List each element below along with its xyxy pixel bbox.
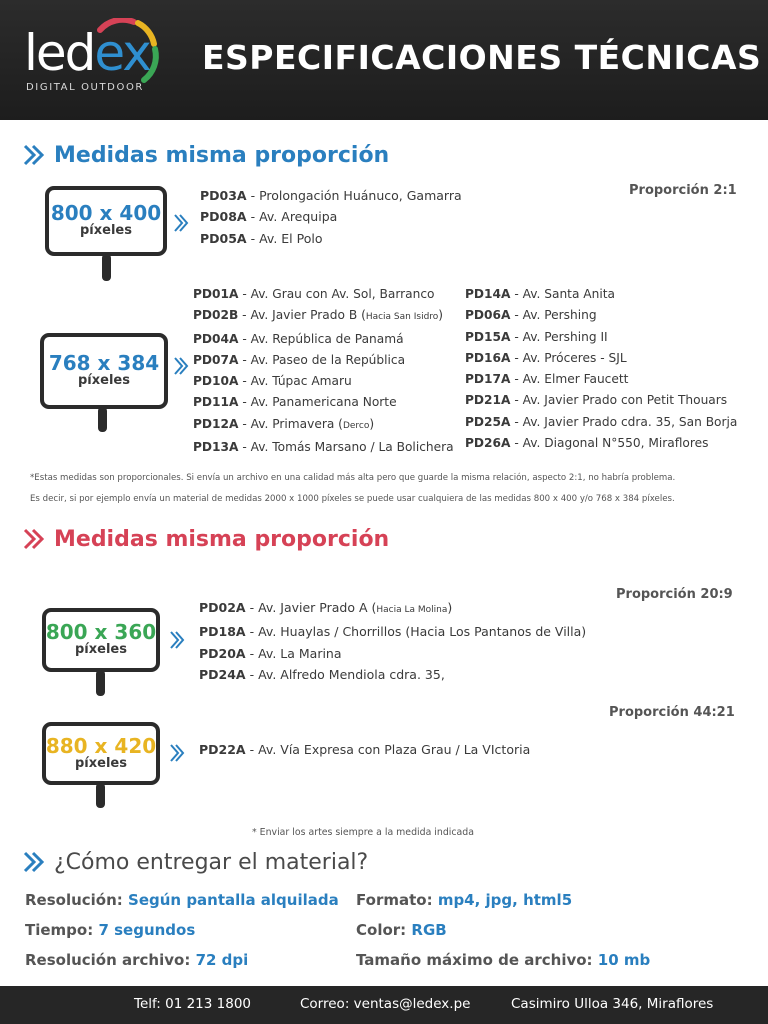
list-item: PD15A - Av. Pershing II bbox=[465, 329, 608, 344]
logo-text-led: led bbox=[24, 24, 95, 82]
screen-stand bbox=[102, 254, 111, 281]
list-item: PD08A - Av. Arequipa bbox=[200, 209, 338, 225]
screen-stand bbox=[96, 670, 105, 696]
list-item: PD01A - Av. Grau con Av. Sol, Barranco bbox=[193, 287, 435, 301]
double-chevron-icon bbox=[22, 526, 48, 552]
unit-label: píxeles bbox=[75, 642, 127, 658]
location-list-800x400 bbox=[200, 185, 462, 249]
list-item: PD26A - Av. Diagonal N°550, Miraflores bbox=[465, 436, 709, 451]
spec-file-resolution: Resolución archivo: 72 dpi bbox=[25, 951, 249, 969]
location-list-880x420 bbox=[199, 739, 530, 760]
list-item: PD12A - Av. Primavera (Derco) bbox=[193, 416, 375, 431]
dimension-label: 768 x 384 bbox=[48, 351, 160, 376]
spec-time: Tiempo: 7 segundos bbox=[25, 921, 196, 939]
double-chevron-icon bbox=[22, 142, 48, 168]
section1-title: Medidas misma proporción bbox=[54, 142, 390, 168]
dimension-label: 800 x 400 bbox=[50, 201, 162, 226]
section1-header bbox=[22, 142, 389, 168]
list-item: PD13A - Av. Tomás Marsano / La Bolichera bbox=[193, 440, 454, 455]
list-item: PD24A - Av. Alfredo Mendiola cdra. 35, bbox=[199, 666, 445, 682]
chevron-right-icon bbox=[172, 355, 190, 377]
delivery-title: ¿Cómo entregar el material? bbox=[54, 849, 369, 875]
spec-max-size: Tamaño máximo de archivo: 10 mb bbox=[356, 951, 651, 969]
list-item: PD22A - Av. Vía Expresa con Plaza Grau / La VIctoria bbox=[199, 742, 531, 757]
double-chevron-icon bbox=[22, 849, 48, 875]
unit-label: píxeles bbox=[75, 755, 127, 771]
location-list-768x384-left bbox=[193, 284, 454, 458]
header bbox=[0, 0, 768, 120]
spec-color: Color: RGB bbox=[356, 921, 447, 939]
screen-stand bbox=[96, 783, 105, 808]
list-item: PD17A - Av. Elmer Faucett bbox=[465, 372, 629, 387]
list-item: PD20A - Av. La Marina bbox=[199, 645, 342, 661]
dimension-label: 800 x 360 bbox=[45, 620, 157, 645]
screen-stand bbox=[98, 407, 107, 432]
list-item: PD02A - Av. Javier Prado A (Hacia La Molina) bbox=[199, 600, 453, 615]
chevron-right-icon bbox=[168, 742, 186, 764]
ratio-20-9: Proporción 20:9 bbox=[616, 587, 733, 602]
note-line-1: *Estas medidas son proporcionales. Si envía un archivo en una calidad más alta pero que guarde la misma relación, aspecto 2:1, no habría problema. bbox=[30, 473, 676, 483]
logo-tagline: DIGITAL OUTDOOR bbox=[26, 82, 144, 93]
footer-phone[interactable]: Telf: 01 213 1800 bbox=[134, 996, 252, 1012]
list-item: PD21A - Av. Javier Prado con Petit Thouars bbox=[465, 393, 728, 408]
delivery-header bbox=[22, 849, 368, 875]
note-line-2: Es decir, si por ejemplo envía un material de medidas 2000 x 1000 píxeles se puede usar cualquiera de las medidas 800 x 400 y/o 768 x 384 píxeles. bbox=[30, 494, 675, 504]
ratio-44-21: Proporción 44:21 bbox=[609, 705, 735, 720]
list-item: PD10A - Av. Túpac Amaru bbox=[193, 374, 352, 389]
list-item: PD05A - Av. El Polo bbox=[200, 230, 323, 246]
list-item: PD03A - Prolongación Huánuco, Gamarra bbox=[200, 188, 462, 203]
spec-resolution: Resolución: Según pantalla alquilada bbox=[25, 891, 339, 909]
ledex-logo bbox=[22, 18, 172, 98]
section2-title: Medidas misma proporción bbox=[54, 526, 390, 552]
list-item: PD06A - Av. Pershing bbox=[465, 308, 597, 323]
dimension-label: 880 x 420 bbox=[45, 733, 157, 758]
list-item: PD14A - Av. Santa Anita bbox=[465, 287, 615, 301]
list-item: PD07A - Av. Paseo de la República bbox=[193, 352, 406, 367]
unit-label: píxeles bbox=[80, 223, 132, 239]
send-artwork-note: * Enviar los artes siempre a la medida indicada bbox=[252, 827, 474, 838]
footer-address: Casimiro Ulloa 346, Miraflores bbox=[511, 996, 714, 1012]
ratio-2-1: Proporción 2:1 bbox=[629, 183, 737, 198]
page-title: ESPECIFICACIONES TÉCNICAS bbox=[202, 38, 762, 77]
list-item: PD25A - Av. Javier Prado cdra. 35, San Borja bbox=[465, 414, 738, 429]
section2-header bbox=[22, 526, 389, 552]
list-item: PD11A - Av. Panamericana Norte bbox=[193, 395, 397, 410]
footer-email[interactable]: Correo: ventas@ledex.pe bbox=[300, 996, 471, 1012]
location-list-768x384-right bbox=[465, 284, 737, 454]
unit-label: píxeles bbox=[78, 373, 130, 389]
chevron-right-icon bbox=[168, 629, 186, 651]
location-list-800x360 bbox=[199, 597, 586, 685]
list-item: PD18A - Av. Huaylas / Chorrillos (Hacia Los Pantanos de Villa) bbox=[199, 624, 587, 640]
logo-text-ex: ex bbox=[94, 24, 150, 82]
chevron-right-icon bbox=[172, 212, 190, 234]
list-item: PD02B - Av. Javier Prado B (Hacia San Isidro) bbox=[193, 308, 444, 323]
spec-format: Formato: mp4, jpg, html5 bbox=[356, 891, 573, 909]
footer bbox=[0, 986, 768, 1024]
list-item: PD04A - Av. República de Panamá bbox=[193, 331, 404, 346]
list-item: PD16A - Av. Próceres - SJL bbox=[465, 350, 627, 365]
